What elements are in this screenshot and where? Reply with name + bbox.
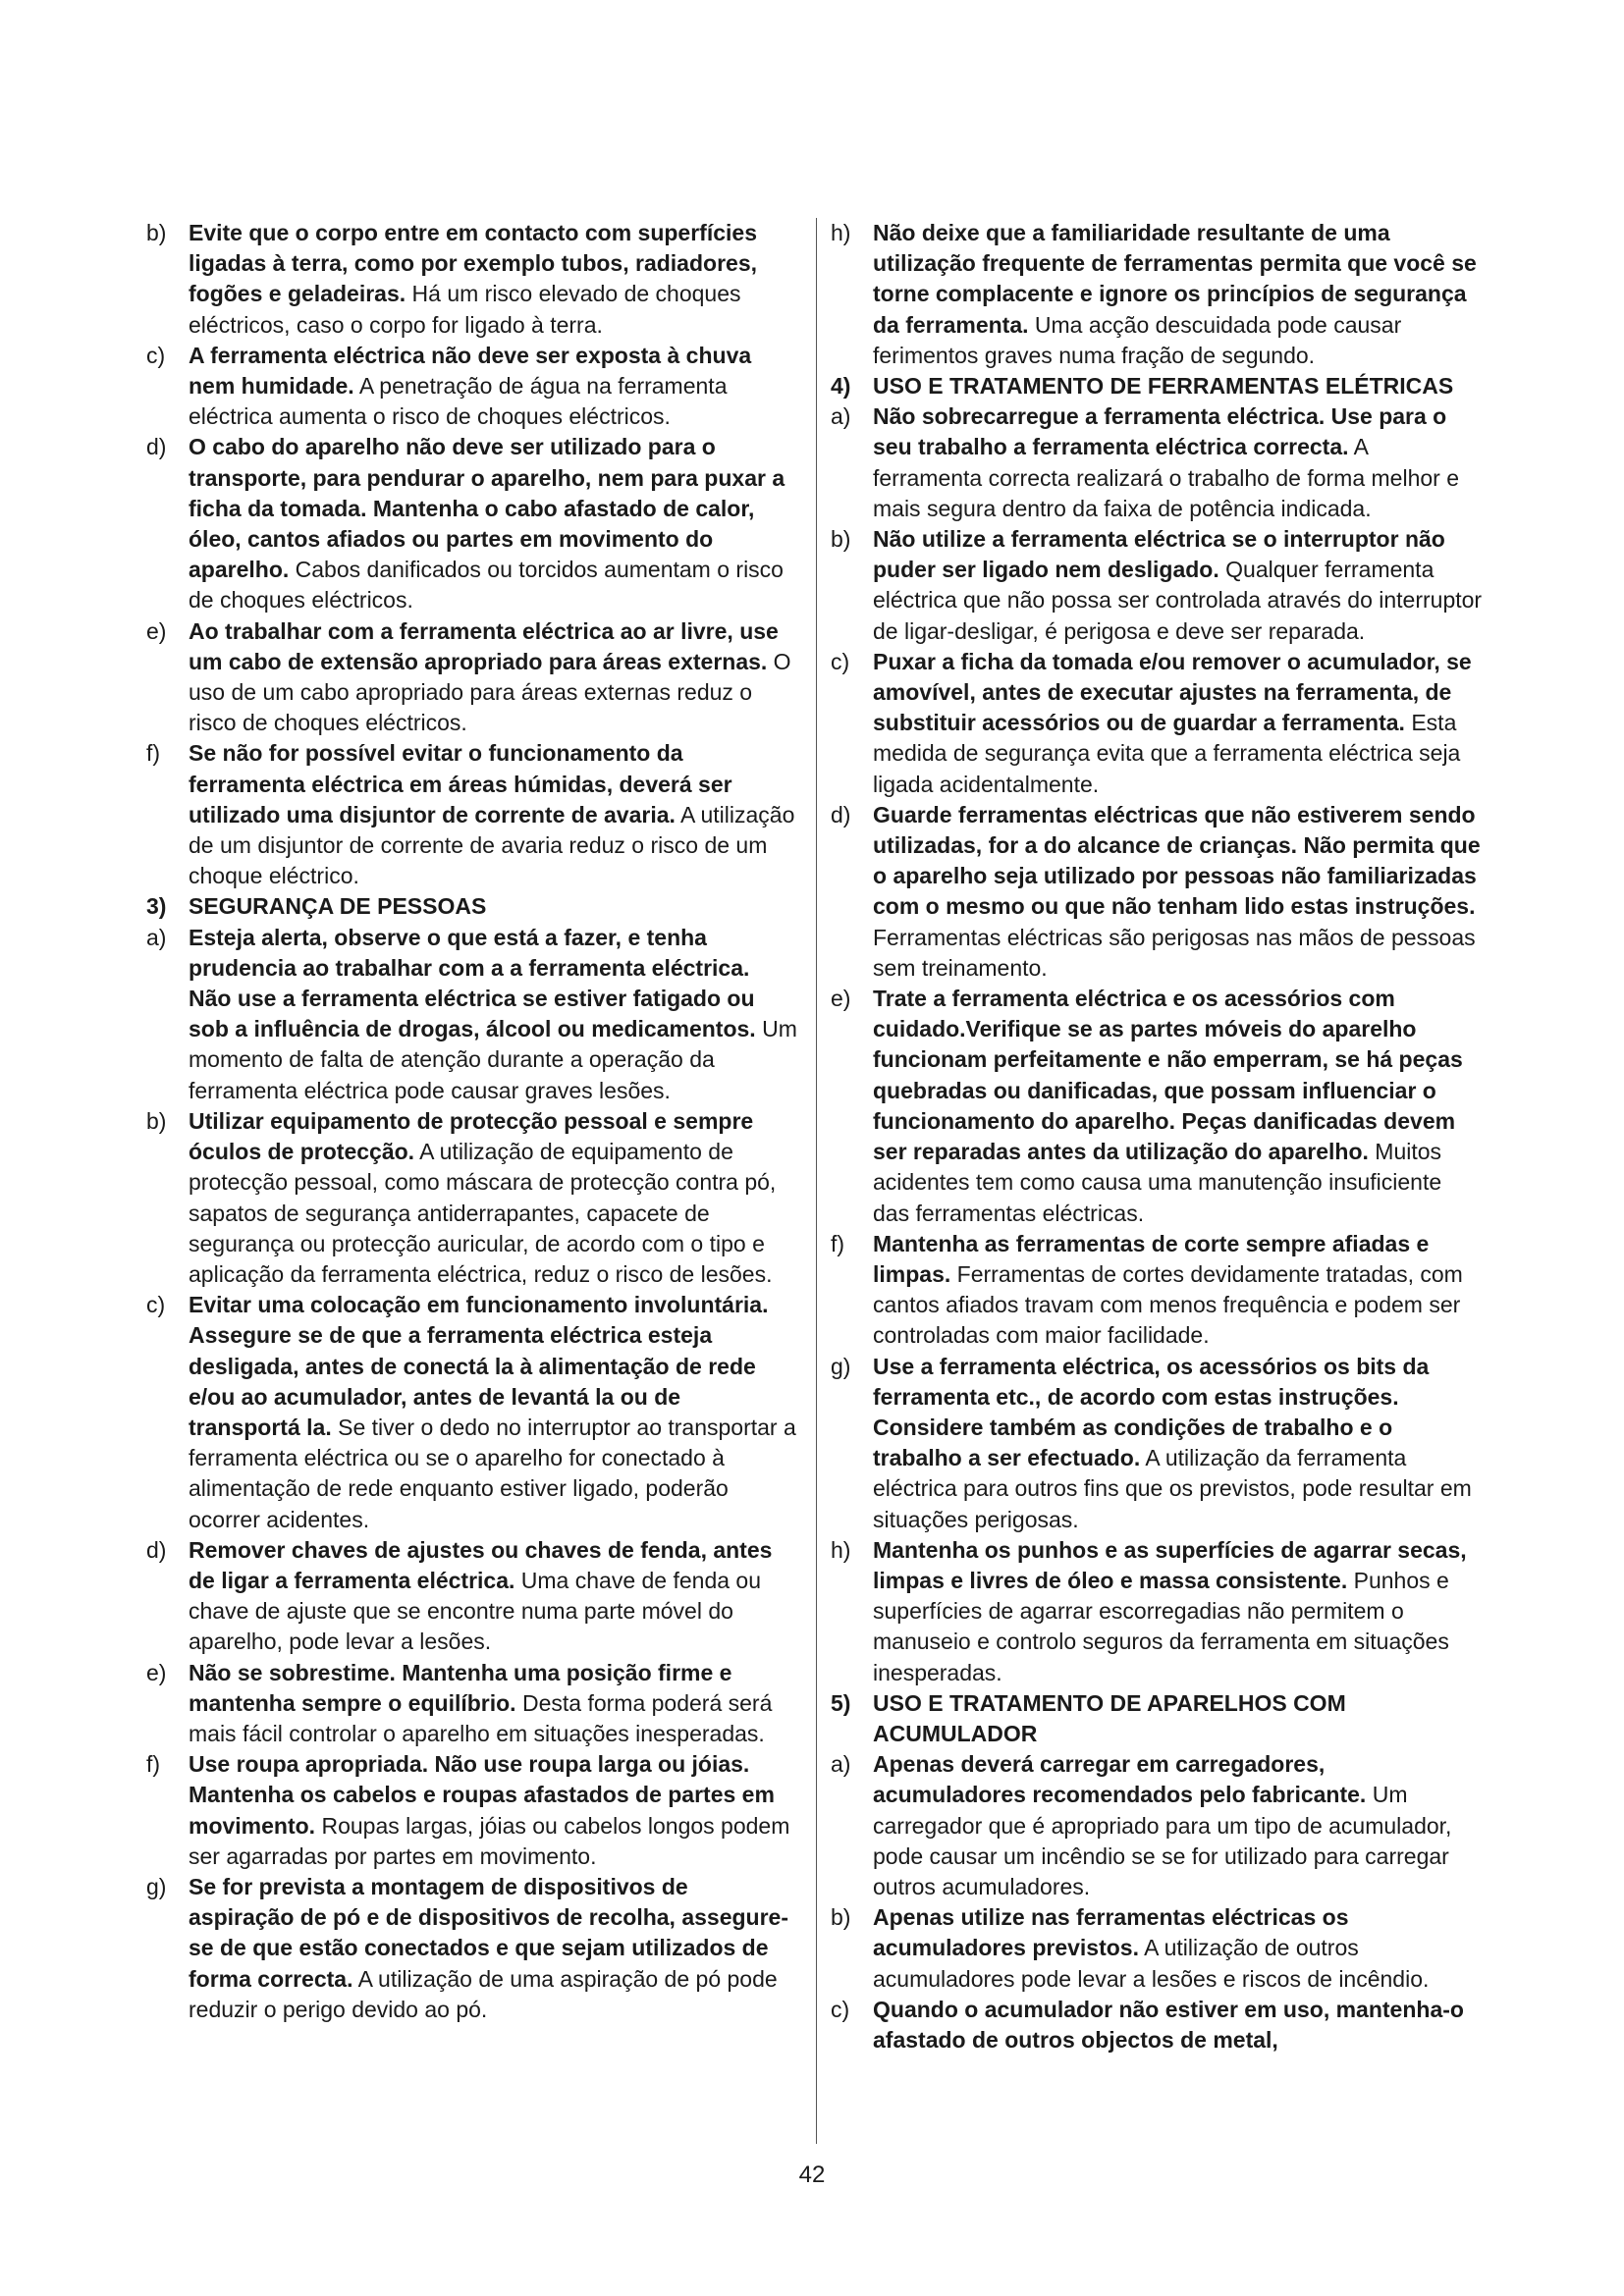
item-bold-text: Se for prevista a montagem de dispositivos de aspiração de pó e de dispositivos de recolha, assegure-se de que estão conectados e que sejam utilizados de forma correcta. bbox=[189, 1873, 788, 1992]
item-body-text: Qualquer ferramenta eléctrica que não possa ser controlada através do interruptor de ligar-desligar, é perigosa e deve ser reparada. bbox=[873, 557, 1483, 644]
list-marker: a) bbox=[831, 403, 851, 430]
list-marker: c) bbox=[146, 1292, 166, 1318]
list-marker: d) bbox=[146, 1536, 167, 1563]
list-marker: d) bbox=[146, 434, 167, 460]
list-item bbox=[831, 401, 1483, 524]
item-bold-text: Use roupa apropriada. Não use roupa larga ou jóias. Mantenha os cabelos e roupas afastados de partes em movimento. bbox=[189, 1751, 775, 1839]
right-column bbox=[831, 218, 1483, 2056]
list-marker: e) bbox=[831, 986, 851, 1012]
section-heading bbox=[831, 371, 1483, 401]
item-bold-text: Mantenha as ferramentas de corte sempre afiadas e limpas. bbox=[873, 1230, 1430, 1287]
list-item bbox=[146, 1106, 798, 1290]
column-divider bbox=[816, 218, 817, 2144]
list-item bbox=[831, 1352, 1483, 1535]
item-bold-text: Esteja alerta, observe o que está a fazer, e tenha prudencia ao trabalhar com a a ferramenta eléctrica. Não use a ferramenta eléctrica se estiver fatigado ou sob a influência de drogas, álcool ou medicamentos. bbox=[189, 924, 756, 1042]
item-bold-text: A ferramenta eléctrica não deve ser exposta à chuva nem humidade. bbox=[189, 342, 752, 400]
item-body-text: Ferramentas de cortes devidamente tratadas, com cantos afiados travam com menos frequência e podem ser controladas com maior facilidade. bbox=[873, 1260, 1463, 1349]
list-marker: a) bbox=[146, 924, 167, 950]
item-body-text: A utilização de uma aspiração de pó pode reduzir o perigo devido ao pó. bbox=[189, 1965, 778, 2022]
item-body-text: A ferramenta correcta realizará o trabalho de forma melhor e mais segura dentro da faixa de potência indicada. bbox=[873, 434, 1460, 521]
list-item bbox=[831, 524, 1483, 647]
list-item bbox=[831, 800, 1483, 984]
list-item bbox=[146, 218, 798, 341]
list-marker: b) bbox=[146, 1107, 167, 1134]
list-item bbox=[146, 1749, 798, 1872]
list-item bbox=[146, 1290, 798, 1535]
list-marker: b) bbox=[831, 1904, 851, 1931]
list-item bbox=[831, 1749, 1483, 1902]
list-item bbox=[146, 432, 798, 615]
list-marker: c) bbox=[146, 342, 166, 368]
item-bold-text: Evite que o corpo entre em contacto com superfícies ligadas à terra, como por exemplo tubos, radiadores, fogões e geladeiras. bbox=[189, 220, 757, 307]
section-heading bbox=[146, 891, 798, 922]
item-bold-text: Puxar a ficha da tomada e/ou remover o acumulador, se amovível, antes de executar ajustes na ferramenta, de substituir acessórios ou de guardar a ferramenta. bbox=[873, 648, 1472, 736]
item-body-text: O uso de um cabo apropriado para áreas externas reduz o risco de choques eléctricos. bbox=[189, 648, 791, 736]
item-bold-text: Não utilize a ferramenta eléctrica se o interruptor não puder ser ligado nem desligado. bbox=[873, 526, 1445, 583]
list-marker: h) bbox=[831, 220, 851, 245]
item-bold-text: Quando o acumulador não estiver em uso, mantenha-o afastado de outros objectos de metal, bbox=[873, 1996, 1464, 2053]
item-bold-text: O cabo do aparelho não deve ser utilizado para o transporte, para pendurar o aparelho, nem para puxar a ficha da tomada. Mantenha o cabo afastado de calor, óleo, cantos afiados ou partes em movimento do aparelho. bbox=[189, 434, 785, 583]
item-body-text: Um carregador que é apropriado para um tipo de acumulador, pode causar um incêndio se se for utilizado para carregar outros acumuladores. bbox=[873, 1782, 1452, 1899]
section-heading-text: USO E TRATAMENTO DE APARELHOS COM ACUMULADOR bbox=[873, 1689, 1346, 1746]
list-marker: e) bbox=[146, 1659, 167, 1685]
item-bold-text: Não se sobrestime. Mantenha uma posição firme e mantenha sempre o equilíbrio. bbox=[189, 1659, 732, 1716]
section-heading bbox=[831, 1688, 1483, 1749]
list-marker: f) bbox=[146, 740, 161, 767]
item-bold-text: Apenas deverá carregar em carregadores, acumuladores recomendados pelo fabricante. bbox=[873, 1751, 1367, 1808]
list-marker: f) bbox=[831, 1230, 845, 1256]
section-heading-text: USO E TRATAMENTO DE FERRAMENTAS ELÉTRICAS bbox=[873, 373, 1454, 400]
item-body-text: A utilização de equipamento de protecção pessoal, como máscara de protecção contra pó, sapatos de segurança antiderrapantes, capacete de segurança ou protecção auricular, de acordo com o tipo e aplicação da ferramenta eléctrica, reduz o risco de lesões. bbox=[189, 1139, 777, 1287]
item-bold-text: Apenas utilize nas ferramentas eléctricas os acumuladores previstos. bbox=[873, 1904, 1349, 1961]
item-bold-text: Use a ferramenta eléctrica, os acessórios os bits da ferramenta etc., de acordo com estas instruções. Considere também as condições de trabalho e o trabalho a ser efectuado. bbox=[873, 1353, 1430, 1471]
item-bold-text: Mantenha os punhos e as superfícies de agarrar secas, limpas e livres de óleo e massa consistente. bbox=[873, 1536, 1467, 1593]
list-marker: 5) bbox=[831, 1689, 851, 1716]
item-bold-text: Evitar uma colocação em funcionamento involuntária. Assegure se de que a ferramenta eléctrica esteja desligada, antes de conectá la à alimentação de rede e/ou ao acumulador, antes de levantá la ou de transportá la. bbox=[189, 1292, 769, 1440]
list-item bbox=[146, 1535, 798, 1658]
list-marker: c) bbox=[831, 648, 850, 674]
section-heading-text: SEGURANÇA DE PESSOAS bbox=[189, 893, 487, 920]
item-body-text: A penetração de água na ferramenta eléctrica aumenta o risco de choques eléctricos. bbox=[189, 373, 728, 430]
left-column bbox=[146, 218, 798, 2025]
item-body-text: Um momento de falta de atenção durante a operação da ferramenta eléctrica pode causar graves lesões. bbox=[189, 1016, 797, 1103]
item-bold-text: Remover chaves de ajustes ou chaves de fenda, antes de ligar a ferramenta eléctrica. bbox=[189, 1536, 773, 1593]
item-bold-text: Não deixe que a familiaridade resultante de uma utilização frequente de ferramentas permita que você se torne complacente e ignore os princípios de segurança da ferramenta. bbox=[873, 220, 1477, 338]
list-marker: g) bbox=[146, 1873, 167, 1899]
list-item bbox=[831, 1902, 1483, 1995]
list-item bbox=[146, 1872, 798, 2025]
item-body-text: Desta forma poderá será mais fácil controlar o aparelho em situações inesperadas. bbox=[189, 1689, 773, 1746]
list-marker: a) bbox=[831, 1751, 851, 1778]
list-marker: 4) bbox=[831, 373, 851, 400]
item-body-text: Esta medida de segurança evita que a ferramenta eléctrica seja ligada acidentalmente. bbox=[873, 710, 1461, 797]
item-body-text: Se tiver o dedo no interruptor ao transportar a ferramenta eléctrica ou se o aparelho for conectado à alimentação de rede enquanto estiver ligado, poderão ocorrer acidentes. bbox=[189, 1414, 796, 1532]
list-item bbox=[146, 1658, 798, 1750]
item-bold-text: Trate a ferramenta eléctrica e os acessórios com cuidado.Verifique se as partes móveis do aparelho funcionam perfeitamente e não emperram, se há peças quebradas ou danificadas, que possam influenciar o funcionamento do aparelho. Peças danificadas devem ser reparadas antes da utilização do aparelho. bbox=[873, 986, 1463, 1165]
item-body-text: Uma chave de fenda ou chave de ajuste que se encontre numa parte móvel do aparelho, pode levar a lesões. bbox=[189, 1567, 761, 1655]
item-body-text: Ferramentas eléctricas são perigosas nas mãos de pessoas sem treinamento. bbox=[873, 924, 1476, 981]
list-item bbox=[831, 218, 1483, 371]
item-body-text: A utilização de um disjuntor de corrente de avaria reduz o risco de um choque eléctrico. bbox=[189, 801, 795, 889]
list-marker: b) bbox=[831, 526, 851, 553]
list-marker: e) bbox=[146, 617, 167, 644]
list-item bbox=[831, 1229, 1483, 1352]
list-item bbox=[146, 923, 798, 1106]
list-marker: b) bbox=[146, 220, 167, 245]
page-number: 42 bbox=[798, 2162, 826, 2188]
item-bold-text: Ao trabalhar com a ferramenta eléctrica ao ar livre, use um cabo de extensão apropriado para áreas externas. bbox=[189, 617, 779, 674]
item-body-text: Roupas largas, jóias ou cabelos longos podem ser agarradas por partes em movimento. bbox=[189, 1812, 790, 1869]
item-body-text: A utilização da ferramenta eléctrica para outros fins que os previstos, pode resultar em situações perigosas. bbox=[873, 1445, 1472, 1532]
list-marker: h) bbox=[831, 1536, 851, 1563]
item-bold-text: Não sobrecarregue a ferramenta eléctrica. Use para o seu trabalho a ferramenta eléctrica correcta. bbox=[873, 403, 1447, 460]
item-body-text: Há um risco elevado de choques eléctricos, caso o corpo for ligado à terra. bbox=[189, 281, 741, 338]
list-marker: g) bbox=[831, 1353, 851, 1379]
item-body-text: Cabos danificados ou torcidos aumentam o risco de choques eléctricos. bbox=[189, 557, 784, 614]
item-body-text: Punhos e superfícies de agarrar escorregadias não permitem o manuseio e controlo seguros da ferramenta em situações inesperadas. bbox=[873, 1567, 1449, 1685]
item-body-text: A utilização de outros acumuladores pode levar a lesões e riscos de incêndio. bbox=[873, 1935, 1430, 1992]
list-marker: c) bbox=[831, 1996, 850, 2022]
item-bold-text: Se não for possível evitar o funcionamento da ferramenta eléctrica em áreas húmidas, deverá ser utilizado uma disjuntor de corrente de avaria. bbox=[189, 740, 732, 828]
list-item bbox=[831, 984, 1483, 1229]
list-marker: 3) bbox=[146, 893, 167, 920]
list-marker: f) bbox=[146, 1751, 161, 1778]
list-item bbox=[831, 1995, 1483, 2056]
list-item bbox=[831, 1535, 1483, 1688]
item-body-text: Uma acção descuidada pode causar ferimentos graves numa fração de segundo. bbox=[873, 311, 1402, 368]
list-item bbox=[146, 616, 798, 739]
list-item bbox=[146, 738, 798, 891]
list-item bbox=[831, 647, 1483, 800]
item-bold-text: Guarde ferramentas eléctricas que não estiverem sendo utilizadas, for a do alcance de crianças. Não permita que o aparelho seja utilizado por pessoas não familiarizadas com o mesmo ou que não tenham lido estas instruções. bbox=[873, 801, 1481, 920]
list-item bbox=[146, 341, 798, 433]
item-bold-text: Utilizar equipamento de protecção pessoal e sempre óculos de protecção. bbox=[189, 1107, 754, 1165]
item-body-text: Muitos acidentes tem como causa uma manutenção insuficiente das ferramentas eléctricas. bbox=[873, 1139, 1442, 1226]
list-marker: d) bbox=[831, 801, 851, 828]
